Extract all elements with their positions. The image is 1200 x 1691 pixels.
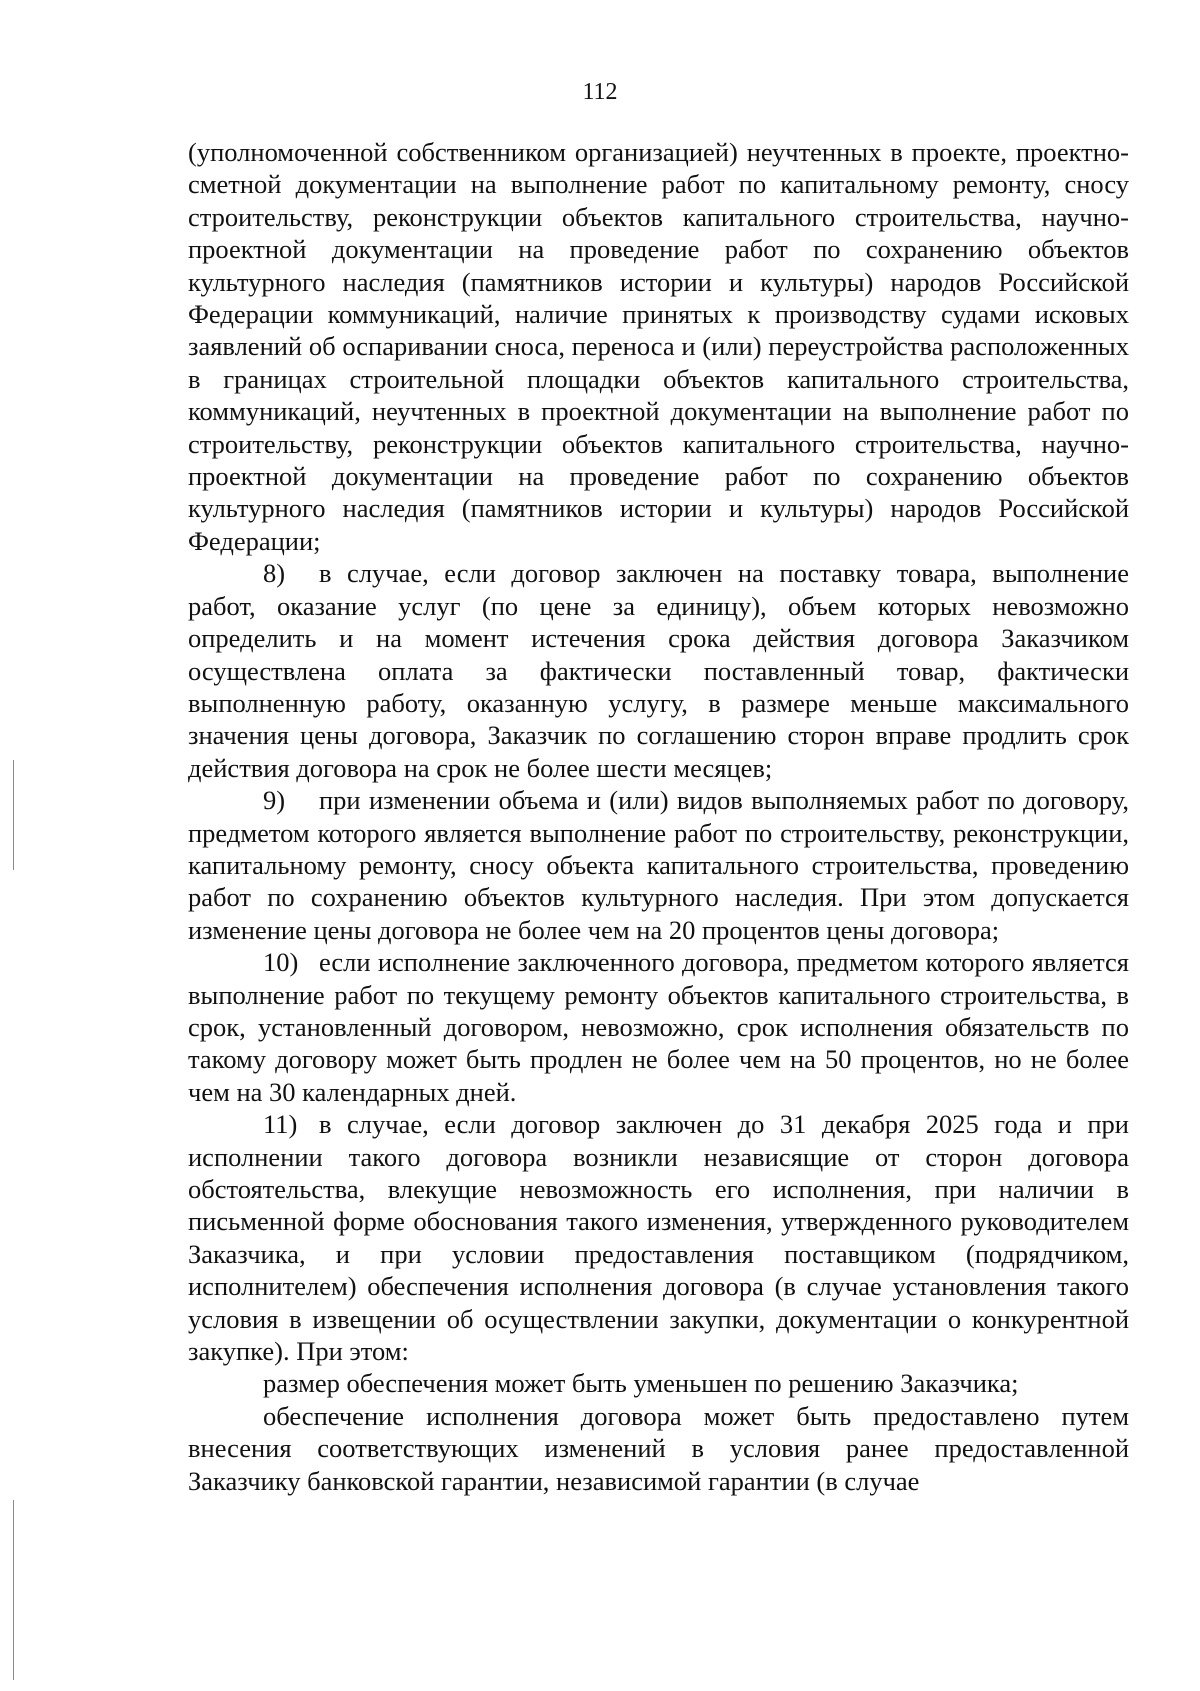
paragraph-security-guarantee — [188, 1400, 1129, 1497]
list-item-text: в случае, если договор заключен на поставку товара, выполнение работ, оказание услуг (по цене за единицу), объем которых невозможно определить и на момент истечения срока действия договора Заказчиком осуществлена оплата за фактически поставленный товар, фактически выполненную работу, оказанную услугу, в размере меньше максимального значения цены договора, Заказчик по соглашению сторон вправе продлить срок действия договора на срок не более шести месяцев; — [188, 558, 1129, 783]
list-item-number: 11) — [263, 1109, 298, 1140]
list-item-10 — [188, 946, 1129, 1108]
document-body — [188, 136, 1129, 1497]
paragraph-security-size — [188, 1367, 1129, 1399]
list-item-text: при изменении объема и (или) видов выполняемых работ по договору, предметом которого является выполнение работ по строительству, реконструкции, капитальному ремонту, сносу объекта капитального строительства, проведению работ по сохранению объектов культурного наследия. При этом допускается изменение цены договора не более чем на 20 процентов цены договора; — [188, 785, 1129, 945]
list-item-number: 8) — [263, 558, 286, 589]
paragraph-text: (уполномоченной собственником организацией) неучтенных в проекте, проектно-сметной документации на выполнение работ по капитальному ремонту, сносу строительству, реконструкции объектов капитального строительства, научно-проектной документации на проведение работ по сохранению объектов культурного наследия (памятников истории и культуры) народов Российской Федерации коммуникаций, наличие принятых к производству судами исковых заявлений об оспаривании сноса, переноса и (или) переустройства расположенных в границах строительной площадки объектов капитального строительства, коммуникаций, неучтенных в проектной документации на выполнение работ по строительству, реконструкции объектов капитального строительства, научно-проектной документации на проведение работ по сохранению объектов культурного наследия (памятников истории и культуры) народов Российской Федерации; — [188, 137, 1129, 556]
scan-artifact-line — [13, 760, 14, 870]
list-item-9 — [188, 784, 1129, 946]
list-item-8 — [188, 557, 1129, 784]
list-item-11 — [188, 1108, 1129, 1367]
list-item-number: 9) — [263, 785, 286, 816]
paragraph-text: размер обеспечения может быть уменьшен по решению Заказчика; — [263, 1368, 1019, 1399]
list-item-number: 10) — [263, 947, 299, 978]
paragraph-continuation — [188, 136, 1129, 557]
list-item-text: в случае, если договор заключен до 31 декабря 2025 года и при исполнении такого договора возникли независящие от сторон договора обстоятельства, влекущие невозможность его исполнения, при наличии в письменной форме обоснования такого изменения, утвержденного руководителем Заказчика, и при условии предоставления поставщиком (подрядчиком, исполнителем) обеспечения исполнения договора (в случае установления такого условия в извещении об осуществлении закупки, документации о конкурентной закупке). При этом: — [188, 1109, 1129, 1367]
paragraph-text: обеспечение исполнения договора может быть предоставлено путем внесения соответствующих изменений в условия ранее предоставленной Заказчику банковской гарантии, независимой гарантии (в случае — [188, 1400, 1129, 1496]
page-number: 112 — [582, 79, 618, 105]
scan-artifact-line — [13, 1500, 14, 1680]
list-item-text: если исполнение заключенного договора, предметом которого является выполнение работ по текущему ремонту объектов капитального строительства, в срок, установленный договором, невозможно, срок исполнения обязательств по такому договору может быть продлен не более чем на 50 процентов, но не более чем на 30 календарных дней. — [188, 947, 1129, 1107]
